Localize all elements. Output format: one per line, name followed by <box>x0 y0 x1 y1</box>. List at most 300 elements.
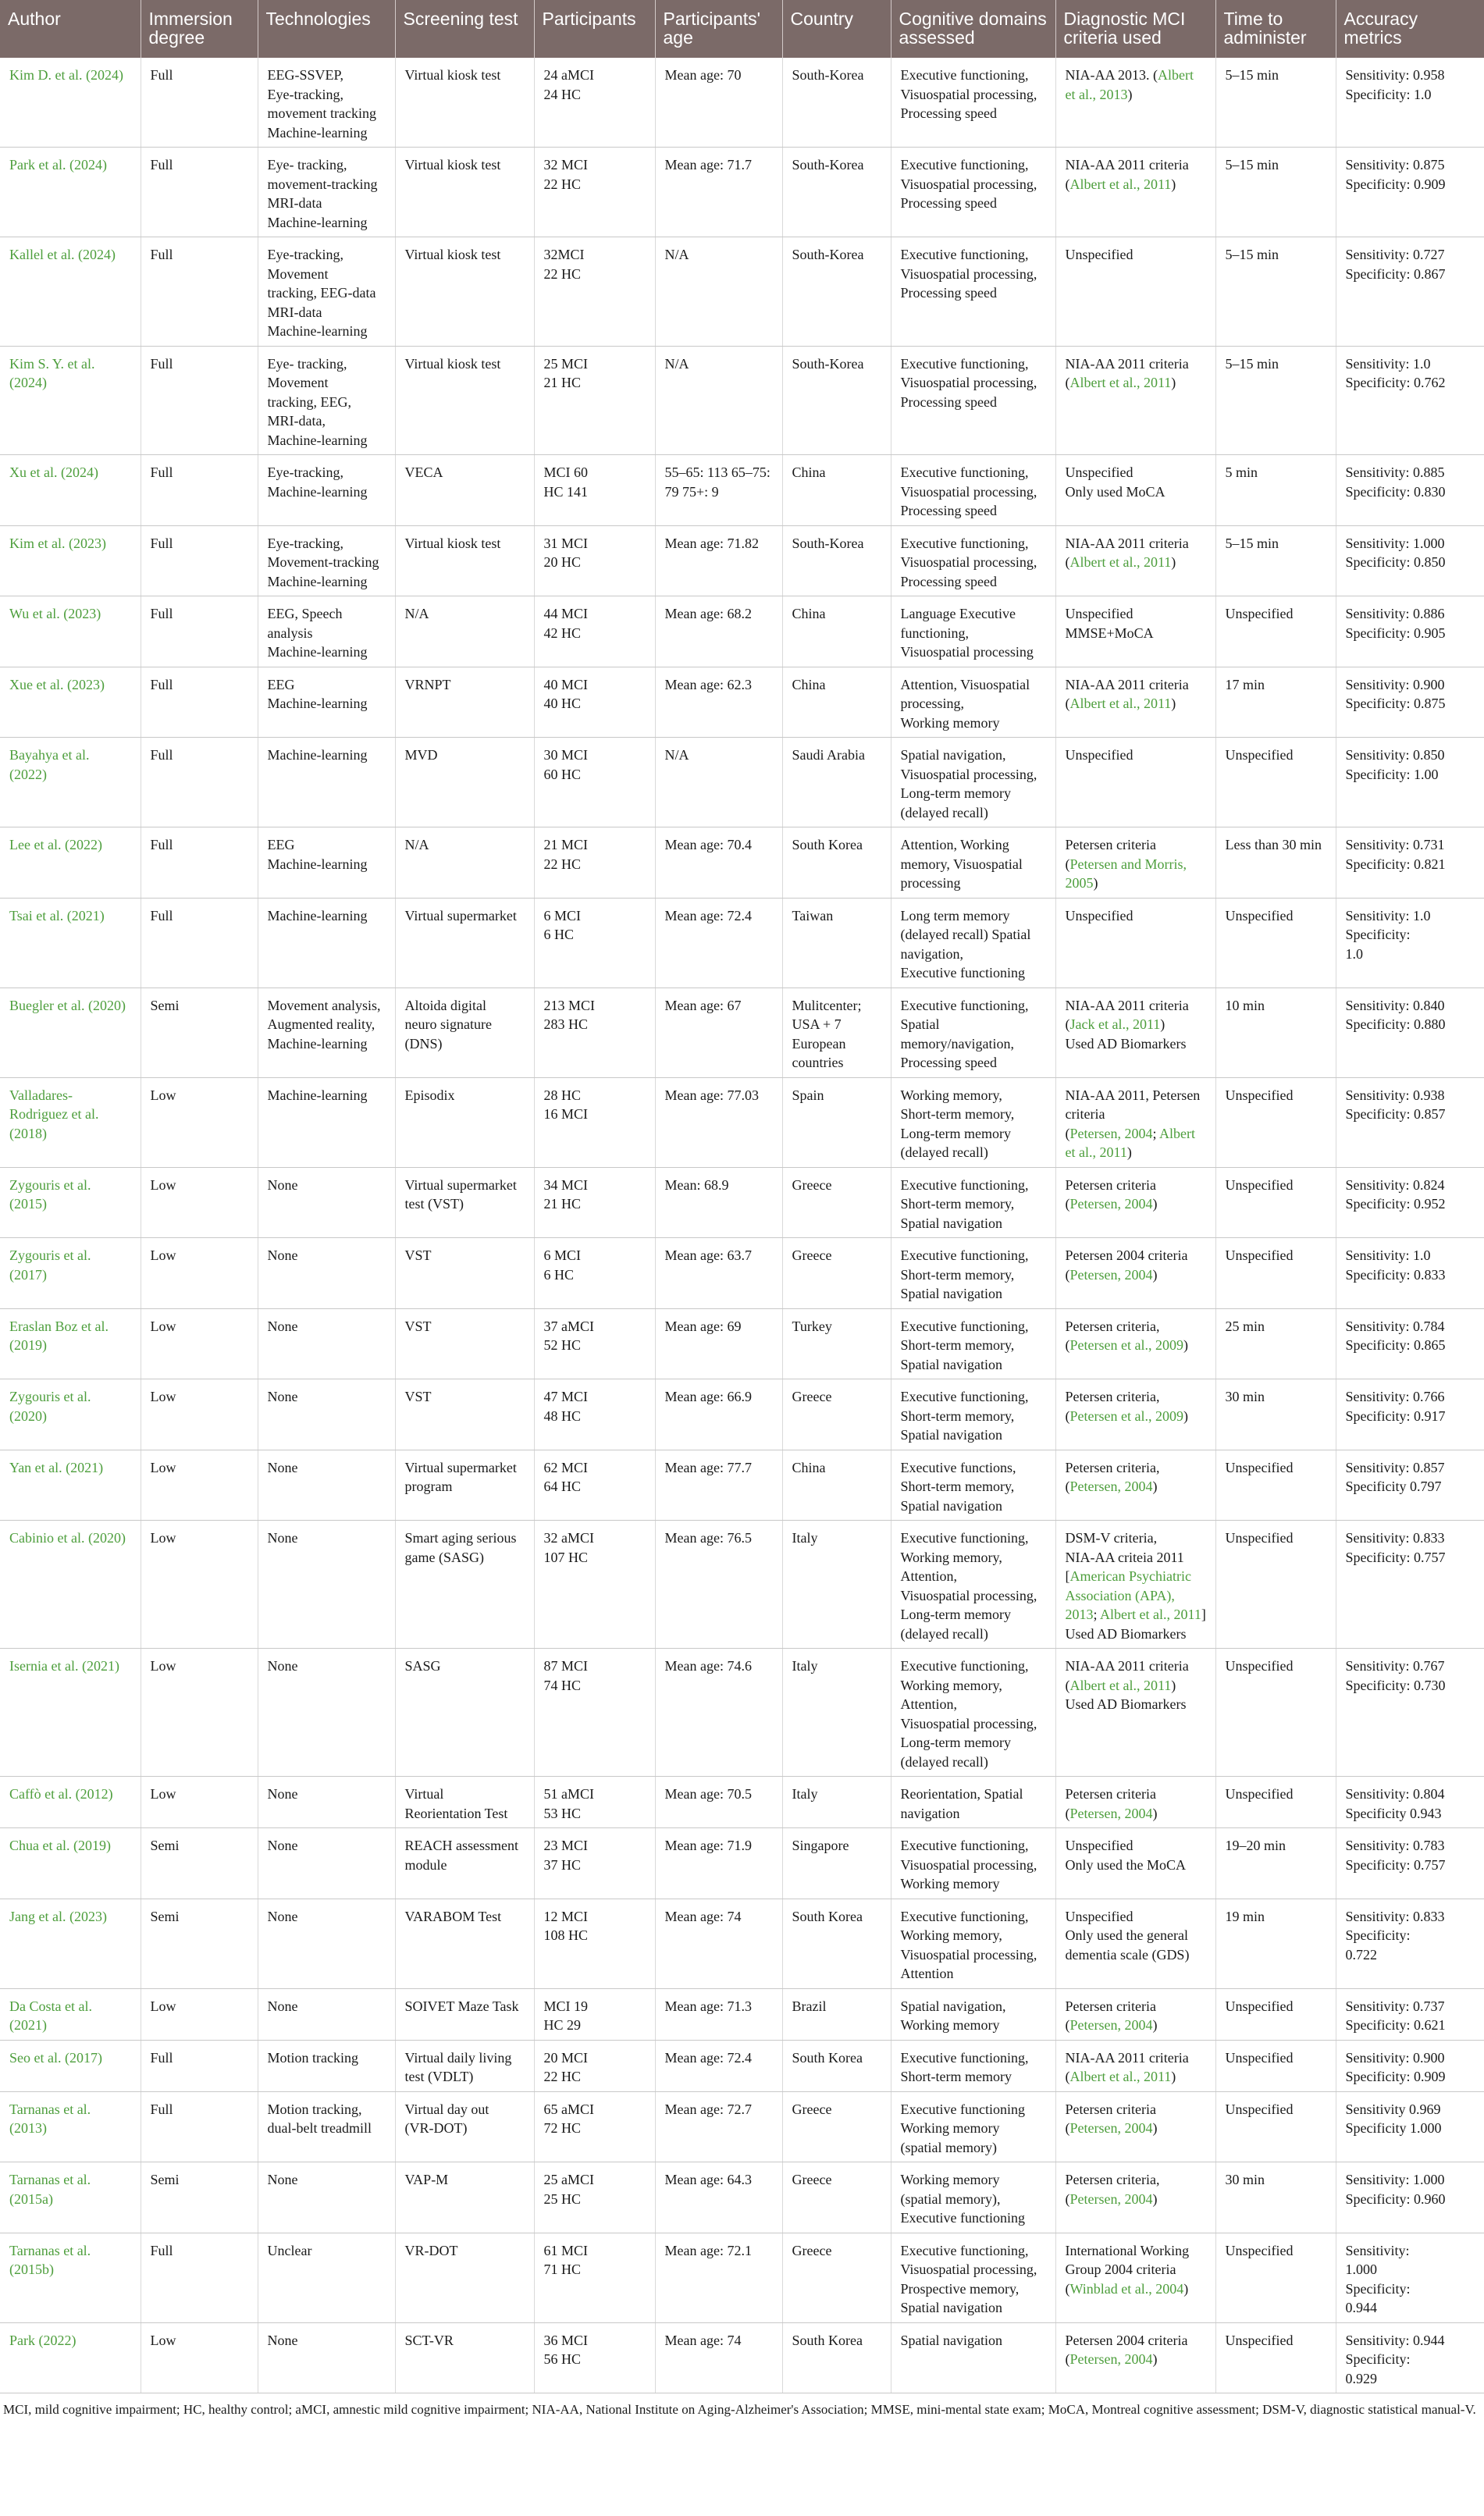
cell-line: Specificity: 0.757 <box>1345 1549 1446 1565</box>
cell-age <box>655 2162 782 2233</box>
cell-line: Low <box>150 1459 176 1475</box>
citation-link[interactable]: Petersen, 2004 <box>1069 2190 1153 2207</box>
citation-link[interactable]: Albert et al., 2011 <box>1100 1607 1201 1622</box>
cell-line: Full <box>150 535 173 551</box>
cell-line <box>1066 855 1208 874</box>
cell-criteria <box>1055 2162 1215 2233</box>
cell-line: 47 MCI <box>543 1389 589 1404</box>
cell-line: Sensitivity: 0.938 <box>1345 1087 1445 1103</box>
cell-line <box>1066 1143 1208 1162</box>
cell-line: Unspecified <box>1225 606 1294 621</box>
author-citation-link[interactable]: (2022) <box>9 766 47 782</box>
citation-link[interactable]: Petersen, 2004 <box>1069 1266 1153 1283</box>
cell-immersion <box>141 1777 258 1828</box>
cell-line: EEG <box>267 837 295 852</box>
cell-domains <box>891 1521 1055 1649</box>
cell-line: SOIVET Maze Task <box>404 1998 519 2014</box>
cell-line: Mean age: 71.9 <box>664 1838 752 1853</box>
cell-metrics <box>1336 1777 1484 1828</box>
cell-line: China <box>792 676 826 692</box>
cell-age <box>655 455 782 526</box>
cell-line: Specificity: 0.909 <box>1345 176 1446 192</box>
author-citation-link[interactable]: (2018) <box>9 1125 47 1141</box>
cell-line <box>1066 1407 1208 1426</box>
cell-metrics <box>1336 1899 1484 1988</box>
cell-author <box>0 525 141 596</box>
cell-line <box>1066 1015 1208 1034</box>
cell-author <box>0 148 141 237</box>
cell-domains <box>891 596 1055 667</box>
cell-line: 62 MCI <box>543 1459 589 1475</box>
author-citation-link[interactable]: Seo et al. (2017) <box>9 2049 102 2066</box>
author-citation-link[interactable]: (2015) <box>9 1196 47 1212</box>
cell-metrics <box>1336 1988 1484 2040</box>
cell-country <box>782 1308 891 1379</box>
cell-line: 24 aMCI <box>543 67 594 83</box>
citation-link[interactable]: 2013 <box>1065 1607 1094 1622</box>
cell-line: Specificity: 1.0 <box>1345 86 1432 102</box>
citation-link[interactable]: et al., 2011 <box>1065 1144 1127 1160</box>
cell-time <box>1215 1167 1336 1238</box>
cell-line: 51 aMCI <box>543 1786 594 1802</box>
cell-line: navigation, <box>900 945 963 962</box>
cell-line: Mean: 68.9 <box>664 1176 729 1193</box>
cell-immersion <box>141 1450 258 1521</box>
cell-line: Visuospatial processing, <box>900 176 1037 192</box>
cell-line: Mean age: 68.2 <box>664 606 752 621</box>
cell-line: Working memory <box>900 2120 1000 2136</box>
citation-link[interactable]: et al., 2013 <box>1065 86 1128 102</box>
cell-line: Mean age: 71.7 <box>664 157 752 173</box>
cell-line <box>1066 1804 1208 1824</box>
cell-time <box>1215 1077 1336 1167</box>
cell-line: Specificity: 0.880 <box>1345 1016 1446 1032</box>
cell-line: Long-term memory <box>900 1125 1011 1141</box>
cell-line <box>1066 1856 1208 1875</box>
cell-metrics <box>1336 596 1484 667</box>
citation-link[interactable]: Petersen et al., 2009 <box>1069 1407 1183 1424</box>
author-citation-link[interactable]: (2021) <box>9 2017 47 2033</box>
criteria-text: ( <box>1065 1125 1070 1141</box>
cell-line: Low <box>150 1087 176 1103</box>
cell-test <box>395 148 534 237</box>
cell-line: Executive functioning, <box>900 1389 1029 1404</box>
table-body <box>0 58 1484 2393</box>
cell-line: EEG <box>267 676 295 692</box>
table-row <box>0 1379 1484 1450</box>
table-row <box>0 988 1484 1077</box>
cell-line: Mean age: 66.9 <box>664 1389 752 1404</box>
cell-line: processing, <box>900 696 964 711</box>
cell-immersion <box>141 667 258 738</box>
citation-link[interactable]: Petersen, 2004 <box>1069 1805 1153 1821</box>
cell-time <box>1215 148 1336 237</box>
author-citation-link[interactable]: Tsai et al. (2021) <box>9 907 105 923</box>
cell-line: memory, Visuospatial <box>900 856 1023 872</box>
cell-participants <box>534 148 655 237</box>
cell-line: 25 MCI <box>543 355 589 372</box>
cell-line: Working memory <box>900 1876 1000 1891</box>
cell-line: Short-term memory, <box>900 1479 1015 1494</box>
cell-age <box>655 1308 782 1379</box>
cell-line: Specificity: 0.833 <box>1345 1266 1446 1283</box>
cell-participants <box>534 827 655 899</box>
citation-link[interactable]: Association (APA), <box>1065 1587 1175 1603</box>
cell-line: 72 HC <box>543 2120 582 2136</box>
cell-line: South Korea <box>792 2332 863 2348</box>
author-citation-link[interactable]: (2015b) <box>9 2262 54 2277</box>
author-citation-link[interactable]: (2019) <box>9 1337 47 1353</box>
cell-tech <box>258 148 395 237</box>
cell-line: Machine-learning <box>267 483 368 500</box>
citation-link[interactable]: Albert et al., 2011 <box>1069 375 1172 390</box>
cell-line: South Korea <box>792 1908 863 1924</box>
cell-line <box>1066 2190 1208 2209</box>
author-citation-link[interactable]: Eraslan Boz et al. <box>9 1318 109 1334</box>
author-citation-link[interactable]: Kallel et al. (2024) <box>9 247 116 262</box>
cell-line: VRNPT <box>404 676 451 692</box>
table-row <box>0 2322 1484 2393</box>
cell-line: Machine-learning <box>267 907 368 923</box>
cell-line: Full <box>150 676 173 692</box>
cell-line <box>1066 1836 1208 1856</box>
cell-line: 53 HC <box>543 1805 582 1821</box>
cell-line: Saudi Arabia <box>792 747 865 763</box>
cell-line: Spatial navigation, <box>900 747 1006 763</box>
cell-line <box>1066 2279 1208 2299</box>
cell-country <box>782 667 891 738</box>
cell-line: MRI-data, <box>267 413 326 429</box>
cell-line: Specificity: <box>1345 2351 1411 2367</box>
cell-participants <box>534 2040 655 2091</box>
cell-line: 25 aMCI <box>543 2172 594 2187</box>
cell-line: Visuospatial processing, <box>900 86 1037 102</box>
cell-line: Executive functioning, <box>900 1176 1029 1193</box>
header-accuracy: Accuracy metrics <box>1336 0 1484 58</box>
cell-line: 64 HC <box>543 1479 582 1494</box>
cell-line: Attention, Working <box>900 837 1009 852</box>
cell-line <box>1066 906 1208 926</box>
cell-line: Full <box>150 606 173 621</box>
cell-criteria <box>1055 1238 1215 1309</box>
cell-time <box>1215 237 1336 347</box>
cell-line: program <box>404 1479 453 1494</box>
citation-link[interactable]: Winblad et al., 2004 <box>1069 2280 1184 2297</box>
author-citation-link[interactable]: Caffò et al. (2012) <box>9 1786 113 1802</box>
criteria-text: Used AD Biomarkers <box>1065 1035 1187 1052</box>
cell-time <box>1215 827 1336 899</box>
cell-immersion <box>141 596 258 667</box>
cell-age <box>655 1899 782 1988</box>
cell-metrics <box>1336 2162 1484 2233</box>
cell-country <box>782 898 891 988</box>
cell-line <box>1066 2067 1208 2087</box>
author-citation-link[interactable]: Xu et al. (2024) <box>9 464 98 480</box>
criteria-text: Petersen criteria <box>1065 1176 1156 1193</box>
author-citation-link[interactable]: Kim D. et al. (2024) <box>9 67 123 83</box>
author-citation-link[interactable]: Chua et al. (2019) <box>9 1838 111 1853</box>
cell-line: Processing speed <box>900 285 997 301</box>
criteria-text: Petersen criteria <box>1065 1998 1156 2014</box>
cell-line <box>1066 624 1208 643</box>
cell-line: Mean age: 70.4 <box>664 837 752 852</box>
citation-link[interactable]: Albert et al., 2011 <box>1069 176 1172 192</box>
citation-link[interactable]: Petersen, 2004 <box>1069 1196 1153 1212</box>
criteria-text: Petersen criteria <box>1065 2101 1156 2117</box>
cell-line <box>1066 373 1208 393</box>
cell-metrics <box>1336 237 1484 347</box>
cell-line <box>1066 2119 1208 2138</box>
author-citation-link[interactable]: (2013) <box>9 2120 47 2136</box>
criteria-text: NIA-AA 2013. ( <box>1065 67 1158 83</box>
citation-link[interactable]: Petersen, 2004 <box>1069 1125 1153 1141</box>
cell-line: None <box>267 1247 298 1263</box>
cell-participants <box>534 1988 655 2040</box>
cell-line: MCI 19 <box>543 1998 589 2014</box>
cell-line: Greece <box>792 1247 832 1263</box>
citation-link[interactable]: Albert et al., 2011 <box>1069 2069 1172 2084</box>
cell-author <box>0 346 141 455</box>
cell-metrics <box>1336 1649 1484 1777</box>
cell-criteria <box>1055 346 1215 455</box>
author-citation-link[interactable]: Bayahya et al. <box>9 747 90 763</box>
cell-country <box>782 1379 891 1450</box>
cell-line: 23 MCI <box>543 1838 589 1853</box>
table-row <box>0 1238 1484 1309</box>
cell-metrics <box>1336 1450 1484 1521</box>
author-citation-link[interactable]: Park et al. (2024) <box>9 157 107 173</box>
cell-domains <box>891 2233 1055 2322</box>
cell-line: Executive functioning, <box>900 997 1029 1013</box>
author-citation-link[interactable]: (2015a) <box>9 2190 53 2207</box>
author-citation-link[interactable]: Isernia et al. (2021) <box>9 1658 119 1674</box>
cell-age <box>655 1521 782 1649</box>
cell-tech <box>258 1450 395 1521</box>
cell-line: Specificity: 0.867 <box>1345 265 1446 282</box>
author-citation-link[interactable]: Tarnanas et al. <box>9 2242 91 2258</box>
cell-country <box>782 2091 891 2162</box>
cell-time <box>1215 1238 1336 1309</box>
cell-metrics <box>1336 988 1484 1077</box>
cell-participants <box>534 1899 655 1988</box>
citation-link[interactable]: Albert et al., 2011 <box>1069 696 1172 711</box>
cell-line: Attention, <box>900 1696 957 1712</box>
cell-tech <box>258 2162 395 2233</box>
cell-domains <box>891 1777 1055 1828</box>
author-citation-link[interactable]: Tarnanas et al. <box>9 2172 91 2187</box>
author-citation-link[interactable]: Zygouris et al. <box>9 1247 91 1263</box>
citation-link[interactable]: Petersen and Morris, <box>1069 856 1187 872</box>
cell-test <box>395 738 534 827</box>
cell-time <box>1215 667 1336 738</box>
cell-criteria <box>1055 2091 1215 2162</box>
cell-line <box>1066 1548 1208 1568</box>
author-citation-link[interactable]: Cabinio et al. (2020) <box>9 1530 126 1546</box>
cell-time <box>1215 1988 1336 2040</box>
author-citation-link[interactable]: Lee et al. (2022) <box>9 837 102 852</box>
cell-domains <box>891 988 1055 1077</box>
cell-criteria <box>1055 1167 1215 1238</box>
cell-line: 87 MCI <box>543 1658 589 1674</box>
cell-line: Sensitivity: 0.886 <box>1345 606 1445 621</box>
author-citation-link[interactable]: Park (2022) <box>9 2332 77 2348</box>
cell-line: None <box>267 1658 298 1674</box>
cell-line: Visuospatial processing, <box>900 1946 1037 1963</box>
cell-metrics <box>1336 1167 1484 1238</box>
cell-age <box>655 1649 782 1777</box>
citation-link[interactable]: Albert <box>1158 67 1194 83</box>
cell-line: China <box>792 606 826 621</box>
cell-line: Brazil <box>792 1998 827 2014</box>
cell-line: Sensitivity: 0.767 <box>1345 1658 1445 1674</box>
cell-country <box>782 525 891 596</box>
cell-line: Executive functioning <box>900 965 1025 980</box>
cell-domains <box>891 1167 1055 1238</box>
cell-line <box>1066 553 1208 572</box>
cell-line: Unspecified <box>1225 2101 1294 2117</box>
cell-line: Unspecified <box>1225 1459 1294 1475</box>
author-citation-link[interactable]: Valladares- <box>9 1087 73 1103</box>
cell-line: Processing speed <box>900 573 997 589</box>
cell-line: 10 min <box>1225 997 1265 1013</box>
citation-link[interactable]: Albert et al., 2011 <box>1069 554 1172 570</box>
criteria-text: Unspecified <box>1065 747 1133 763</box>
cell-line: Sensitivity: 0.833 <box>1345 1530 1445 1546</box>
table-row <box>0 1777 1484 1828</box>
author-citation-link[interactable]: Kim S. Y. et al. <box>9 355 95 372</box>
cell-tech <box>258 1649 395 1777</box>
cell-line: REACH assessment <box>404 1838 518 1853</box>
cell-line: Specificity: 0.830 <box>1345 483 1446 500</box>
author-citation-link[interactable]: Tarnanas et al. <box>9 2101 91 2117</box>
cell-immersion <box>141 2162 258 2233</box>
criteria-text: Unspecified <box>1065 464 1133 480</box>
author-citation-link[interactable]: Da Costa et al. <box>9 1998 92 2014</box>
cell-author <box>0 1521 141 1649</box>
cell-line: South Korea <box>792 2049 863 2066</box>
cell-line: Working memory, <box>900 1549 1002 1565</box>
citation-link[interactable]: Albert <box>1159 1125 1195 1141</box>
cell-criteria <box>1055 988 1215 1077</box>
cell-line <box>1066 2260 1208 2279</box>
cell-line: Specificity: 0.960 <box>1345 2190 1446 2207</box>
cell-line <box>1066 85 1208 105</box>
criteria-text: ( <box>1065 375 1070 390</box>
citation-link[interactable]: Petersen, 2004 <box>1069 2351 1153 2367</box>
cell-line: Unclear <box>267 2242 312 2258</box>
cell-line: Sensitivity: 1.0 <box>1345 1247 1431 1263</box>
citation-link[interactable]: Jack et al., 2011 <box>1069 1016 1161 1032</box>
cell-line: 5–15 min <box>1225 355 1279 372</box>
cell-criteria <box>1055 596 1215 667</box>
author-citation-link[interactable]: Jang et al. (2023) <box>9 1908 107 1924</box>
cell-line <box>1066 1657 1208 1676</box>
cell-line: Semi <box>150 1838 180 1853</box>
cell-author <box>0 738 141 827</box>
author-citation-link[interactable]: Wu et al. (2023) <box>9 606 101 621</box>
cell-line: None <box>267 1459 298 1475</box>
cell-criteria <box>1055 738 1215 827</box>
cell-domains <box>891 1077 1055 1167</box>
cell-domains <box>891 2322 1055 2393</box>
cell-line <box>1066 1194 1208 1214</box>
citation-link[interactable]: Petersen, 2004 <box>1069 1479 1153 1494</box>
cell-line: Short-term memory, <box>900 1196 1015 1212</box>
cell-line: VARABOM Test <box>404 1908 502 1924</box>
citation-link[interactable]: Albert et al., 2011 <box>1069 1677 1172 1693</box>
cell-participants <box>534 1379 655 1450</box>
cell-line: Mean age: 69 <box>664 1318 742 1334</box>
author-citation-link[interactable]: (2020) <box>9 1407 47 1424</box>
cell-line: countries <box>792 1055 844 1070</box>
cell-line: South-Korea <box>792 157 864 173</box>
cell-country <box>782 1649 891 1777</box>
cell-line <box>1066 874 1208 893</box>
cell-test <box>395 1777 534 1828</box>
cell-line: 19 min <box>1225 1908 1265 1924</box>
cell-line: Mean age: 72.1 <box>664 2242 752 2258</box>
cell-country <box>782 58 891 148</box>
author-citation-link[interactable]: (2017) <box>9 1266 47 1283</box>
cell-line: South-Korea <box>792 247 864 262</box>
cell-line: Low <box>150 1318 176 1334</box>
cell-immersion <box>141 2040 258 2091</box>
cell-participants <box>534 1777 655 1828</box>
cell-line: Mean age: 74 <box>664 2332 742 2348</box>
cell-immersion <box>141 1649 258 1777</box>
cell-line: N/A <box>404 606 429 621</box>
cell-line: Long-term memory <box>900 785 1011 801</box>
cell-line <box>1066 746 1208 765</box>
cell-line: 40 MCI <box>543 676 589 692</box>
author-citation-link[interactable]: Xue et al. (2023) <box>9 676 105 692</box>
criteria-text: ) <box>1171 696 1176 711</box>
citation-link[interactable]: Petersen, 2004 <box>1069 2120 1153 2136</box>
author-citation-link[interactable]: Kim et al. (2023) <box>9 535 106 551</box>
cell-test <box>395 1077 534 1167</box>
author-citation-link[interactable]: Zygouris et al. <box>9 1389 91 1404</box>
cell-domains <box>891 738 1055 827</box>
author-citation-link[interactable]: Buegler et al. (2020) <box>9 997 126 1013</box>
cell-age <box>655 1828 782 1899</box>
cell-line: South-Korea <box>792 67 864 83</box>
citation-link[interactable]: 2005 <box>1065 875 1094 891</box>
cell-line: Movement <box>267 265 329 282</box>
cell-metrics <box>1336 148 1484 237</box>
cell-age <box>655 827 782 899</box>
criteria-text: ) <box>1152 2017 1158 2033</box>
cell-line: Altoida digital <box>404 997 486 1013</box>
cell-line: Unspecified <box>1225 2332 1294 2348</box>
cell-line <box>1066 534 1208 553</box>
cell-line: HC 29 <box>543 2017 582 2033</box>
criteria-text: ( <box>1065 1479 1070 1494</box>
author-citation-link[interactable]: Zygouris et al. <box>9 1176 91 1193</box>
citation-link[interactable]: Petersen, 2004 <box>1069 2017 1153 2033</box>
cell-line: (VR-DOT) <box>404 2120 468 2136</box>
cell-line: Executive functioning, <box>900 1908 1029 1924</box>
author-citation-link[interactable]: Yan et al. (2021) <box>9 1459 104 1475</box>
cell-line: N/A <box>664 355 689 372</box>
cell-line: Full <box>150 837 173 852</box>
cell-line: 5–15 min <box>1225 247 1279 262</box>
cell-age <box>655 2091 782 2162</box>
author-citation-link[interactable]: (2024) <box>9 375 47 390</box>
citation-link[interactable]: Petersen et al., 2009 <box>1069 1337 1183 1353</box>
criteria-text: ) <box>1152 1805 1158 1821</box>
citation-link[interactable]: American Psychiatric <box>1069 1568 1191 1584</box>
author-citation-link[interactable]: Rodriguez et al. <box>9 1106 99 1122</box>
